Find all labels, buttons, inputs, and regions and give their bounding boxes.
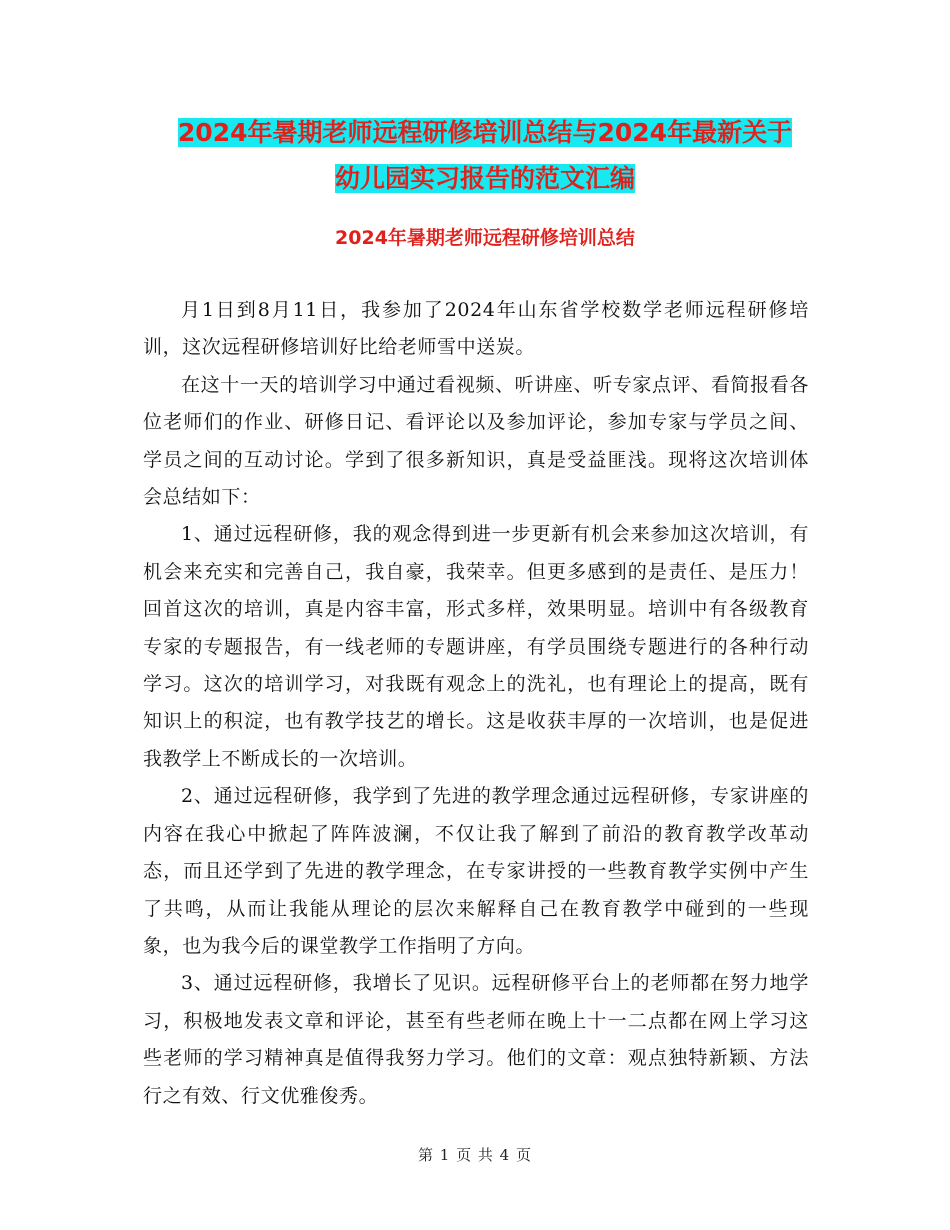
document-title bbox=[140, 110, 830, 202]
paragraph-2: 在这十一天的培训学习中通过看视频、听讲座、听专家点评、看简报看各位老师们的作业、研修日记、看评论以及参加评论，参加专家与学员之间、学员之间的互动讨论。学到了很多新知识，真是受益匪浅。现将这次培训体会总结如下： bbox=[143, 373, 809, 509]
paragraph-3: 1、通过远程研修，我的观念得到进一步更新有机会来参加这次培训，有机会来充实和完善自己，我自豪，我荣幸。但更多感到的是责任、是压力！回首这次的培训，真是内容丰富，形式多样，效果明显。培训中有各级教育专家的专题报告，有一线老师的专题讲座，有学员围绕专题进行的各种行动学习。这次的培训学习，对我既有观念上的洗礼，也有理论上的提高，既有知识上的积淀，也有教学技艺的增长。这是收获丰厚的一次培训，也是促进我教学上不断成长的一次培训。 bbox=[143, 523, 809, 770]
document-title-line-2: 幼儿园实习报告的范文汇编 bbox=[334, 164, 635, 193]
paragraph-4: 2、通过远程研修，我学到了先进的教学理念通过远程研修，专家讲座的内容在我心中掀起了阵阵波澜，不仅让我了解到了前沿的教育教学改革动态，而且还学到了先进的教学理念，在专家讲授的一些教育教学实例中产生了共鸣，从而让我能从理论的层次来解释自己在教育教学中碰到的一些现象，也为我今后的课堂教学工作指明了方向。 bbox=[143, 785, 809, 957]
document-title-line-1: 2024年暑期老师远程研修培训总结与2024年最新关于 bbox=[177, 118, 793, 147]
section-title: 2024年暑期老师远程研修培训总结 bbox=[335, 227, 635, 249]
paragraph-5: 3、通过远程研修，我增长了见识。远程研修平台上的老师都在努力地学习，积极地发表文章和评论，甚至有些老师在晚上十一二点都在网上学习这些老师的学习精神真是值得我努力学习。他们的文章：观点独特新颖、方法行之有效、行文优雅俊秀。 bbox=[143, 972, 809, 1107]
page-footer: 第 1 页 共 4 页 bbox=[418, 1146, 532, 1164]
body-text bbox=[143, 292, 809, 1115]
paragraph-1: 月1日到8月11日，我参加了2024年山东省学校数学老师远程研修培训，这次远程研修培训好比给老师雪中送炭。 bbox=[143, 299, 809, 359]
